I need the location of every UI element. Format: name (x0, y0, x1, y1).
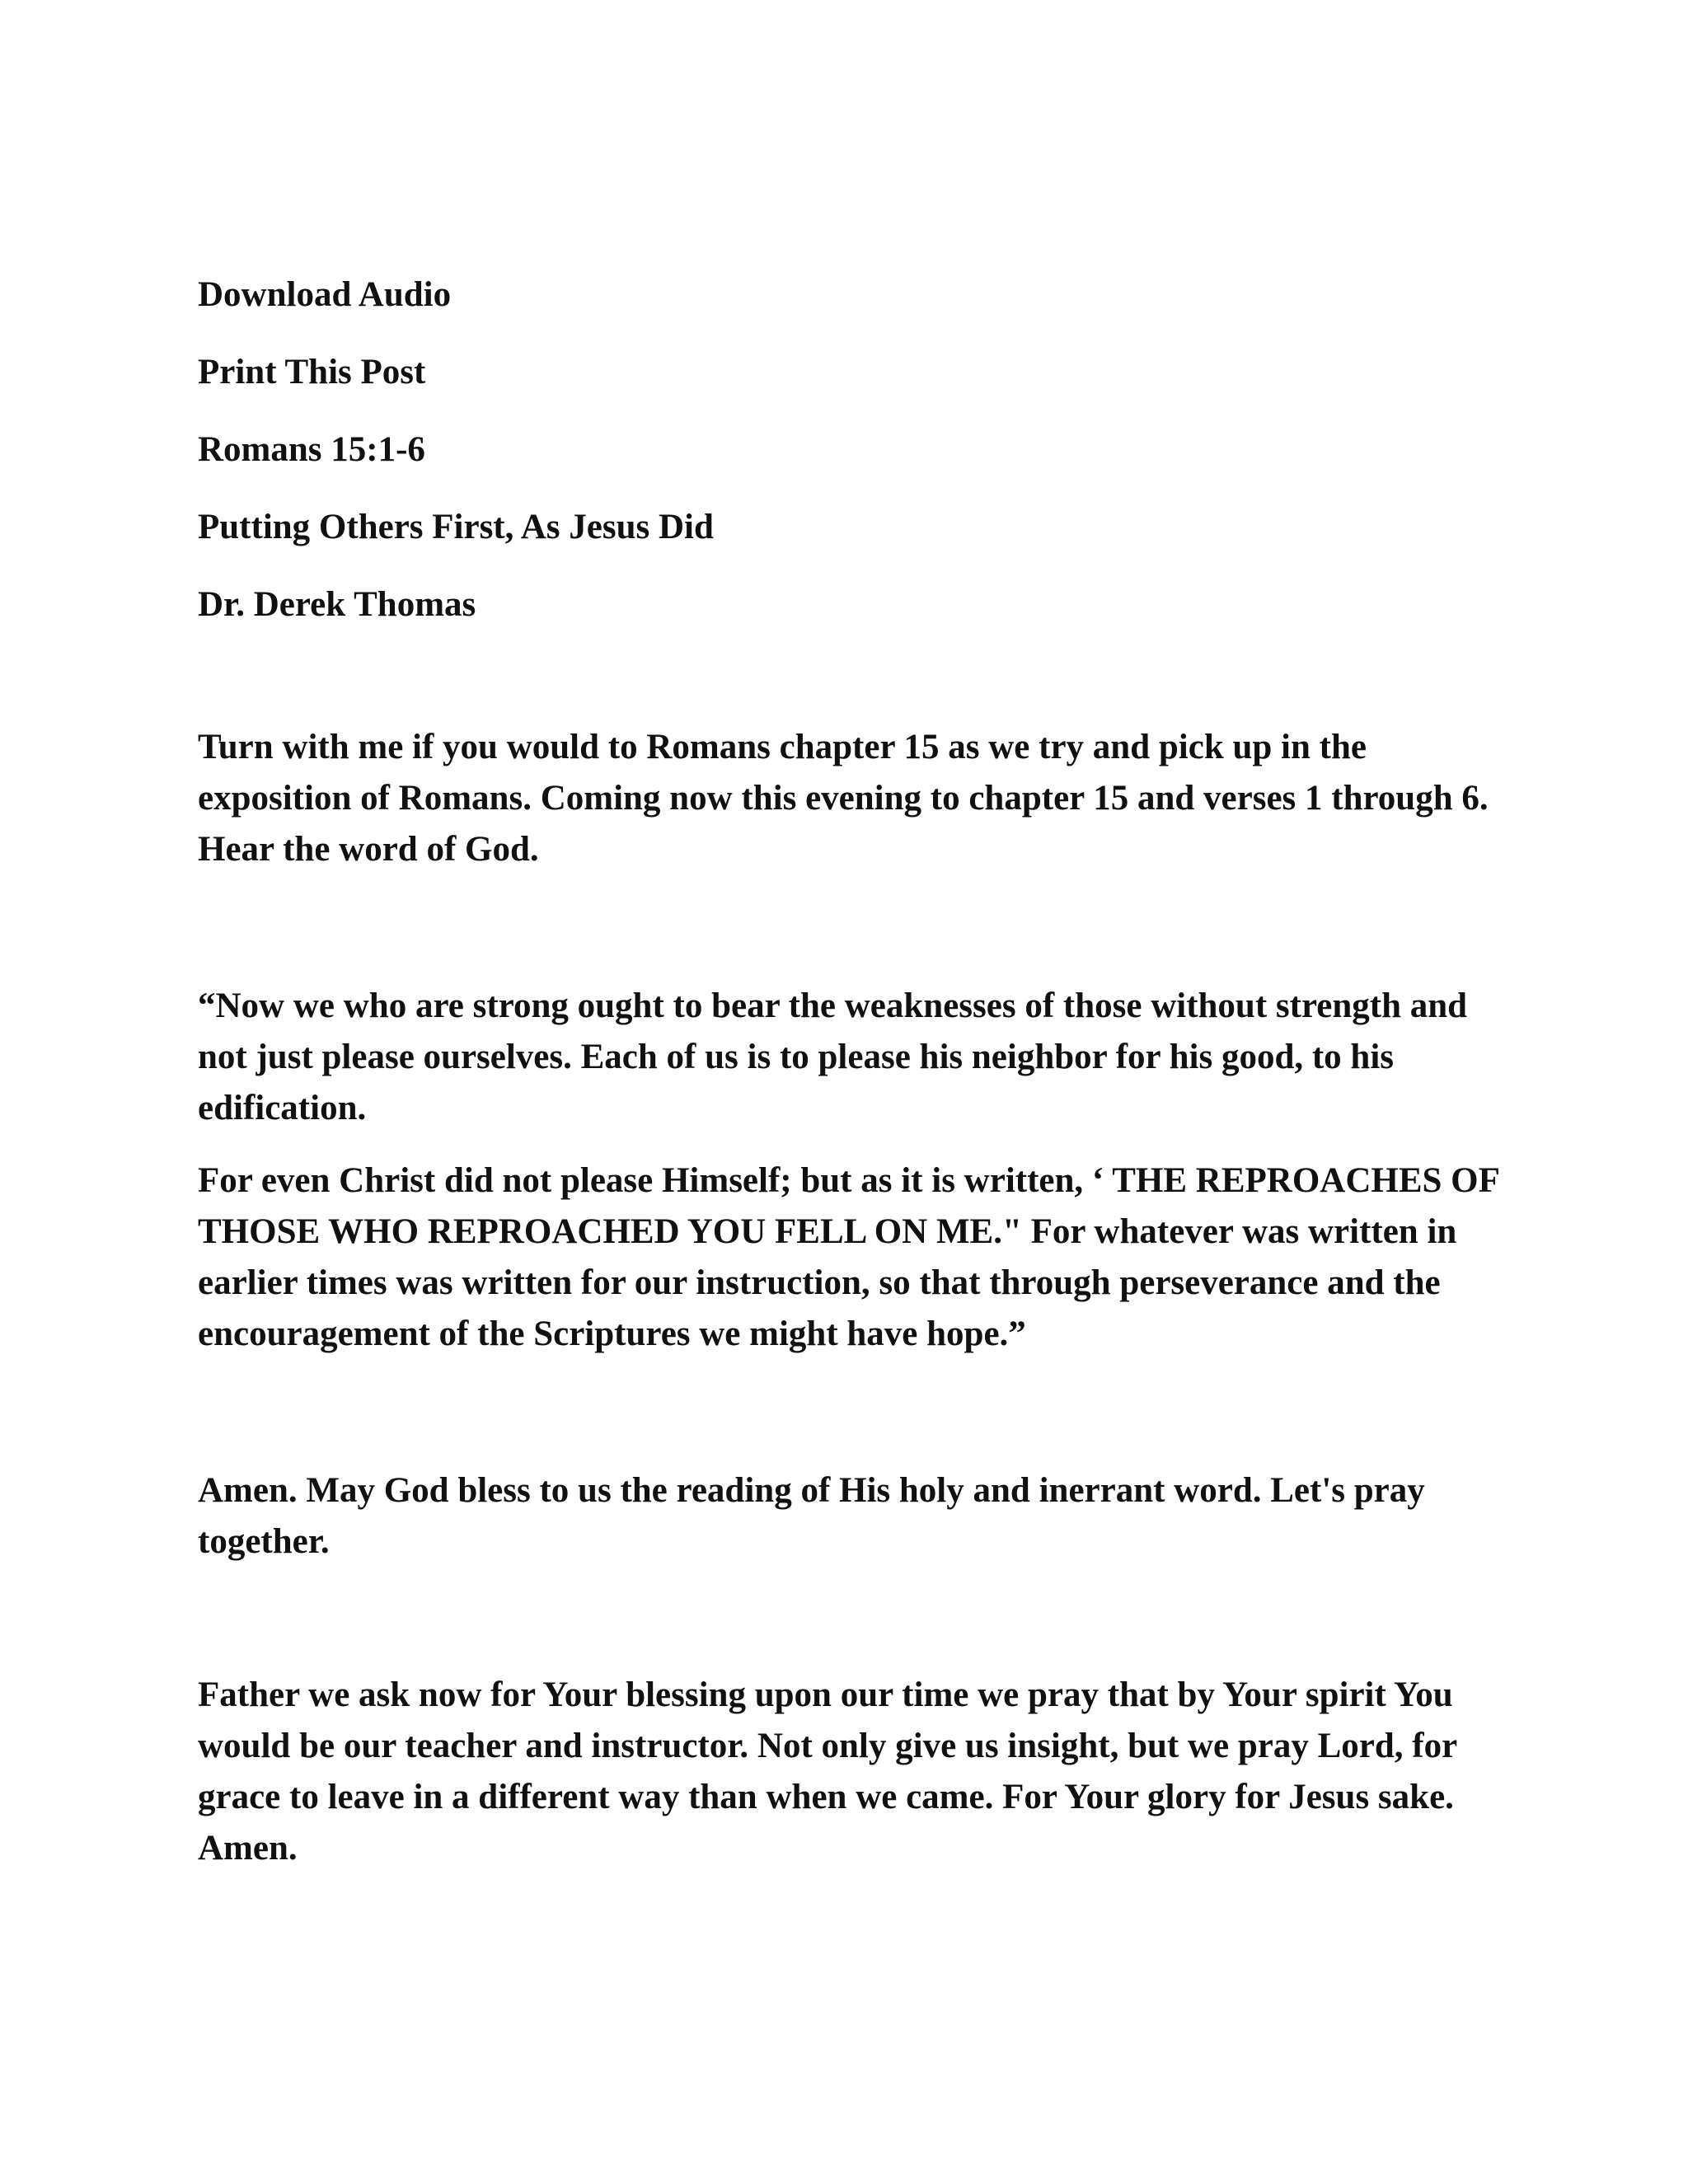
print-post-link[interactable]: Print This Post (198, 353, 426, 391)
download-audio-link[interactable]: Download Audio (198, 275, 452, 314)
sermon-title: Putting Others First, As Jesus Did (198, 508, 714, 546)
scripture-reference: Romans 15:1-6 (198, 430, 425, 469)
amen-paragraph: Amen. May God bless to us the reading of His holy and inerrant word. Let's pray together. (198, 1471, 1425, 1561)
scripture-quote-paragraph-2: For even Christ did not please Himself; but as it is written, ‘ THE REPROACHES OF THOSE WHO REPROACHED YOU FELL ON ME." For whatever was written in earlier times was written for our instruction, so that through perseverance and the encouragement of the Scriptures we might have hope.” (198, 1161, 1499, 1353)
sermon-author: Dr. Derek Thomas (198, 585, 476, 624)
scripture-quote-paragraph-1: “Now we who are strong ought to bear the weaknesses of those without strength and not just please ourselves. Each of us is to please his neighbor for his good, to his edification. (198, 987, 1468, 1127)
intro-paragraph: Turn with me if you would to Romans chapter 15 as we try and pick up in the exposition of Romans. Coming now this evening to chapter 15 and verses 1 through 6. Hear the word of God. (198, 728, 1489, 869)
page-content (198, 272, 1517, 1874)
prayer-paragraph: Father we ask now for Your blessing upon our time we pray that by Your spirit You would be our teacher and instructor. Not only give us insight, but we pray Lord, for grace to leave in a different way than when we came. For Your glory for Jesus sake. Amen. (198, 1675, 1457, 1868)
